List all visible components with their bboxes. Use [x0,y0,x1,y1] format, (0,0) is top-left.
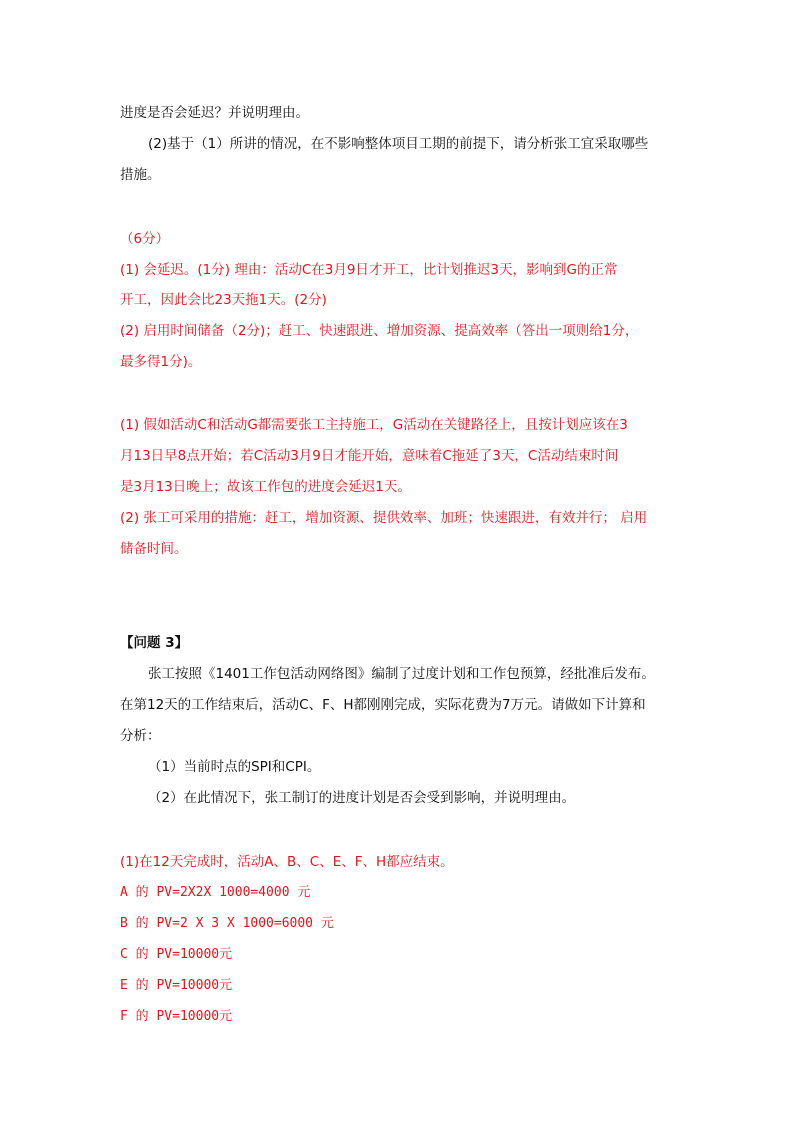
question-text-line: 进度是否会延迟？并说明理由。 [120,105,309,121]
answer-line: (2) 张工可采用的措施：赶工，增加资源、提供效率、加班；快速跟进，有效并行； 启用 [120,510,648,526]
section-heading: 【问题 3】 [120,635,189,651]
answer-line: （6分） [120,231,170,247]
answer-formula-line: E 的 PV=10000元 [120,978,233,993]
answer-line: (1)在12天完成时，活动A、B、C、E、F、H都应结束。 [120,854,454,870]
answer-line: 月13日早8点开始；若C活动3月9日才能开始，意味着C拖延了3天，C活动结束时间 [120,448,619,464]
answer-formula-line: B 的 PV=2 X 3 X 1000=6000 元 [120,916,334,931]
answer-line: 是3月13日晚上；故该工作包的进度会延迟1天。 [120,479,411,495]
answer-formula-line: A 的 PV=2X2X 1000=4000 元 [120,885,311,900]
question-text-line: 张工按照《1401工作包活动网络图》编制了过度计划和工作包预算，经批准后发布。 [148,666,655,682]
question-text-line: 在第12天的工作结束后，活动C、F、H都刚刚完成，实际花费为7万元。请做如下计算和 [120,697,646,713]
answer-line: (1) 假如活动C和活动G都需要张工主持施工，G活动在关键路径上，且按计划应该在3 [120,417,628,433]
answer-line: 最多得1分)。 [120,354,202,370]
answer-line: (2) 启用时间储备（2分)；赶工、快速跟进、增加资源、提高效率（答出一项则给1分， [120,323,639,339]
answer-line: 储备时间。 [120,541,188,557]
question-text-line: (2)基于（1）所讲的情况，在不影响整体项目工期的前提下，请分析张工宜采取哪些 [148,136,649,152]
answer-line: 开工，因此会比23天拖1天。(2分) [120,292,327,308]
question-text-line: （1）当前时点的SPI和CPI。 [148,759,321,775]
question-text-line: 措施。 [120,167,161,183]
answer-line: (1) 会延迟。(1分) 理由：活动C在3月9日才开工，比计划推迟3天，影响到G的正常 [120,262,618,278]
question-text-line: （2）在此情况下，张工制订的进度计划是否会受到影响，并说明理由。 [148,790,576,806]
answer-formula-line: F 的 PV=10000元 [120,1009,233,1024]
question-text-line: 分析： [120,728,161,744]
answer-formula-line: C 的 PV=10000元 [120,947,233,962]
